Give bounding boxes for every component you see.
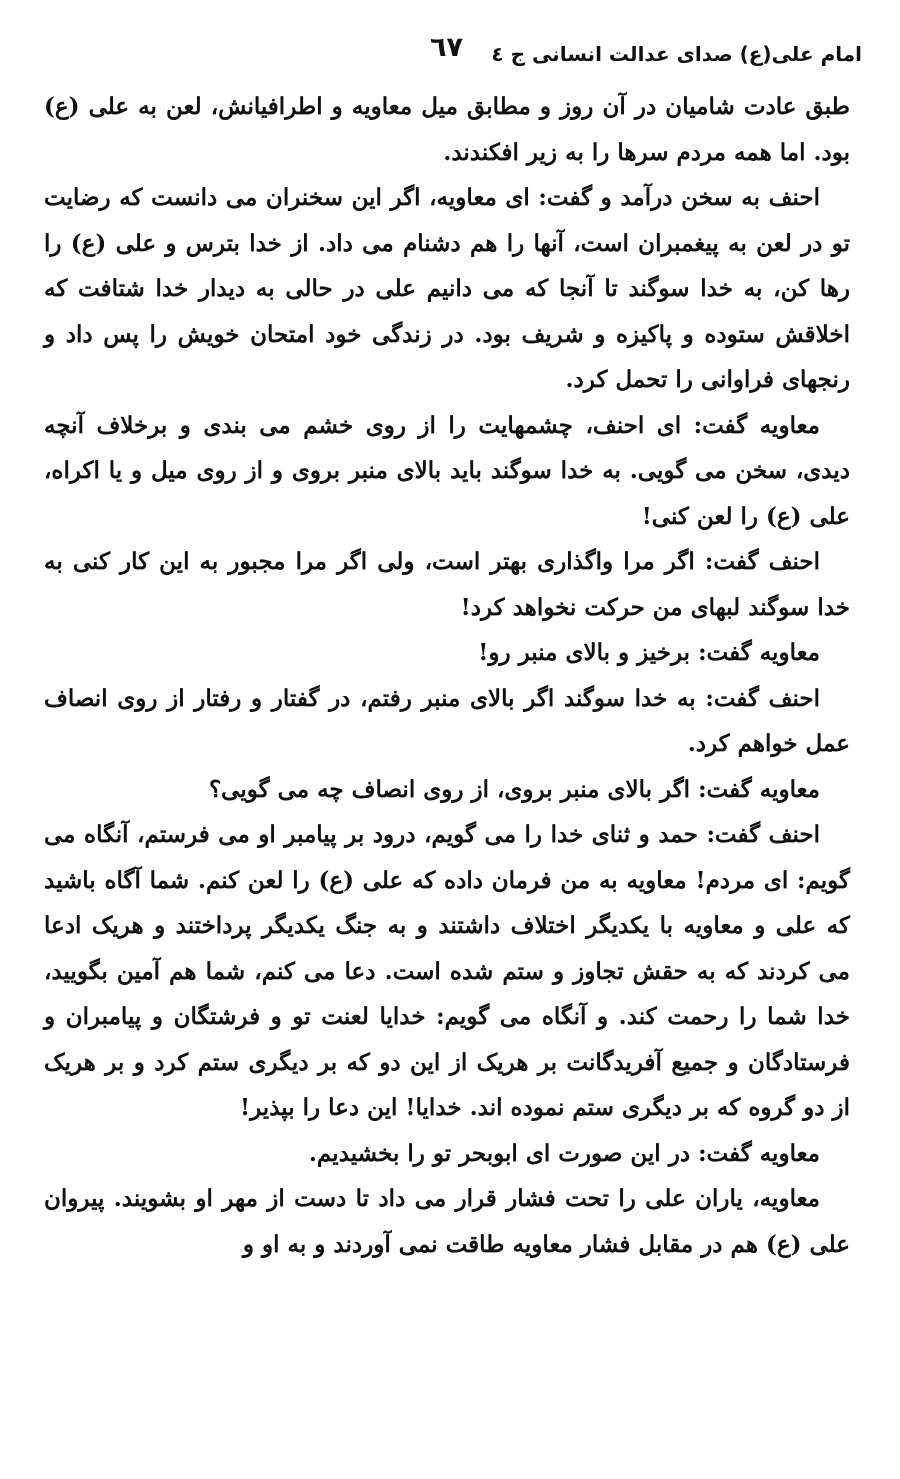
body-text xyxy=(44,84,850,1267)
paragraph: معاویه گفت: برخیز و بالای منبر رو! xyxy=(478,639,820,666)
paragraph: معاویه گفت: ای احنف، چشمهایت را از روی خشم می بندی و برخلاف آنچه دیدی، سخن می گویی. به خدا سوگند باید بالای منبر بروی و از روی میل و یا اکراه، علی (ع) را لعن کنی! xyxy=(44,411,850,530)
paragraph: احنف گفت: حمد و ثنای خدا را می گویم، درود بر پیامبر او می فرستم، آنگاه می گویم: ای مردم! معاویه به من فرمان داده که علی (ع) را لعن کنم. شما آگاه باشید که علی و معاویه با یکدیگر اختلاف داشتند و به جنگ یکدیگر پرداختند و هریک ادعا می کردند که به حقش تجاوز و ستم شده است. دعا می کنم، شما هم آمین بگویید، خدا شما را رحمت کند. و آنگاه می گویم: خدایا لعنت تو و فرشتگان و پیامبران و فرستادگان و جمیع آفریدگانت بر هریک از این دو که بر دیگری ستم کرد و بر هریک از دو گروه که بر دیگری ستم نموده اند. خدایا! این دعا را بپذیر! xyxy=(44,821,850,1121)
book-title: امام علی(ع) صدای عدالت انسانی ج ٤ xyxy=(491,42,862,66)
page-number: ٦٧ xyxy=(430,32,463,63)
paragraph: طبق عادت شامیان در آن روز و مطابق میل معاویه و اطرافیانش، لعن به علی (ع) بود. اما همه مردم سرها را به زیر افکندند. xyxy=(44,93,850,166)
paragraph: احنف گفت: به خدا سوگند اگر بالای منبر رفتم، در گفتار و رفتار از روی انصاف عمل خواهم کرد. xyxy=(44,684,850,757)
paragraph: معاویه گفت: در این صورت ای ابوبحر تو را بخشیدیم. xyxy=(308,1139,820,1167)
paragraph: معاویه، یاران علی را تحت فشار قرار می داد تا دست از مهر او بشویند. پیروان علی (ع) هم در مقابل فشار معاویه طاقت نمی آوردند و به او و xyxy=(44,1185,850,1258)
paragraph: احنف گفت: اگر مرا واگذاری بهتر است، ولی اگر مرا مجبور به این کار کنی به خدا سوگند لبهای من حرکت نخواهد کرد! xyxy=(44,548,850,621)
running-head xyxy=(40,30,862,74)
paragraph: معاویه گفت: اگر بالای منبر بروی، از روی انصاف چه می گویی؟ xyxy=(208,775,820,803)
paragraph: احنف به سخن درآمد و گفت: ای معاویه، اگر این سخنران می دانست که رضایت تو در لعن به پیغمبران است، آنها را هم دشنام می داد. از خدا بترس و علی (ع) را رها کن، به خدا سوگند تا آنجا که می دانیم علی در حالی به دیدار خدا شتافت که اخلاقش ستوده و پاکیزه و شریف بود. در زندگی خود امتحان خویش را پس داد و رنجهای فراوانی را تحمل کرد. xyxy=(44,184,850,393)
